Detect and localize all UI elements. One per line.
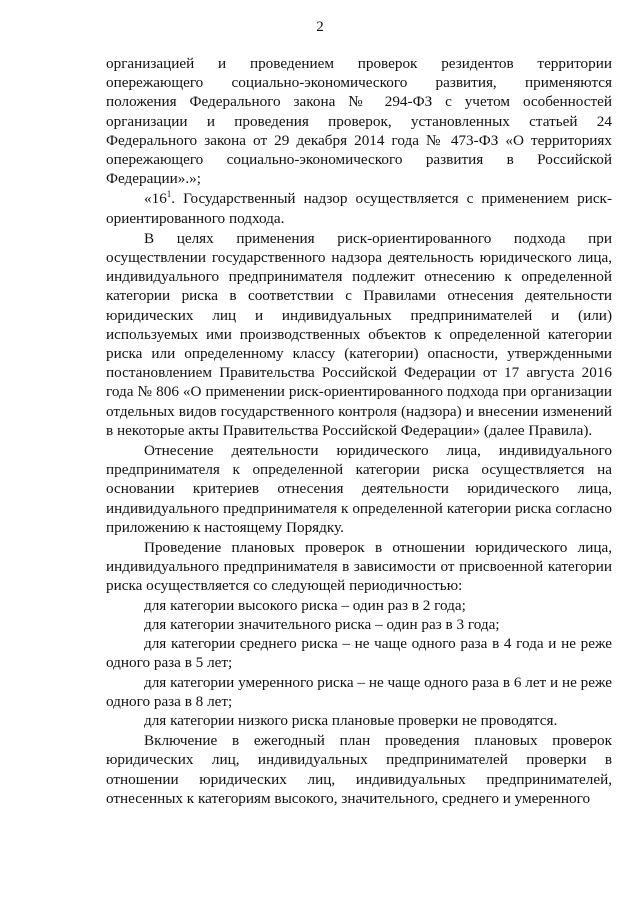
article-number-superscript: 1 (166, 189, 172, 200)
page-number: 2 (316, 19, 324, 35)
list-item-significant-risk: для категории значительного риска – один раз в 3 года; (144, 615, 500, 633)
paragraph-inspection-frequency: Проведение плановых проверок в отношении юридического лица, индивидуального предпринимателя в зависимости от присвоенной категории риска осуществляется со следующей периодичностью: (106, 539, 612, 595)
body-text (106, 54, 612, 808)
list-item-high-risk: для категории высокого риска – один раз в 2 года; (144, 596, 466, 614)
paragraph-risk-approach: В целях применения риск-ориентированного подхода при осуществлении государственного надзора деятельность юридического лица, индивидуального предпринимателя подлежит отнесению к определенной категории риска в соответствии с Правилами отнесения деятельности юридических лиц и индивидуальных предпринимателей и (или) используемых ими производственных объектов к определенной категории риска или определенному классу (категории) опасности, утвержденными постановлением Правительства Российской Федерации от 17 августа 2016 года № 806 «О применении риск-ориентированного подхода при организации отдельных видов государственного контроля (надзора) и внесении изменений в некоторые акты Правительства Российской Федерации» (далее Правила). (106, 229, 612, 439)
paragraph-annual-plan: Включение в ежегодный план проведения плановых проверок юридических лиц, индивидуальных предпринимателей проверки в отношении юридических лиц, индивидуальных предпринимателей, отнесенных к категориям высокого, значительного, среднего и умеренного (106, 732, 612, 807)
list-item-moderate-risk: для категории умеренного риска – не чаще одного раза в 6 лет и не реже одного раза в 8 лет; (106, 673, 612, 710)
article-number-text: «16 (144, 190, 167, 208)
article-body-text: . Государственный надзор осуществляется с применением риск-ориентированного подхода. (106, 190, 612, 227)
paragraph-risk-assignment: Отнесение деятельности юридического лица, индивидуального предпринимателя к определенной категории риска осуществляется на основании критериев отнесения деятельности юридического лица, индивидуального предпринимателя к определенной категории риска согласно приложению к настоящему Порядку. (106, 442, 612, 536)
list-item-medium-risk: для категории среднего риска – не чаще одного раза в 4 года и не реже одного раза в 5 лет; (106, 635, 612, 672)
list-item-low-risk: для категории низкого риска плановые проверки не проводятся. (144, 711, 558, 729)
paragraph-continuation: организацией и проведением проверок резидентов территории опережающего социально-экономического развития, применяются положения Федерального закона № 294-ФЗ с учетом особенностей организации и проведения проверок, установленных статьей 24 Федерального закона от 29 декабря 2014 года № 473-ФЗ «О территориях опережающего социально-экономического развития в Российской Федерации».»; (106, 55, 612, 188)
paragraph-article-16-1 (106, 189, 612, 227)
